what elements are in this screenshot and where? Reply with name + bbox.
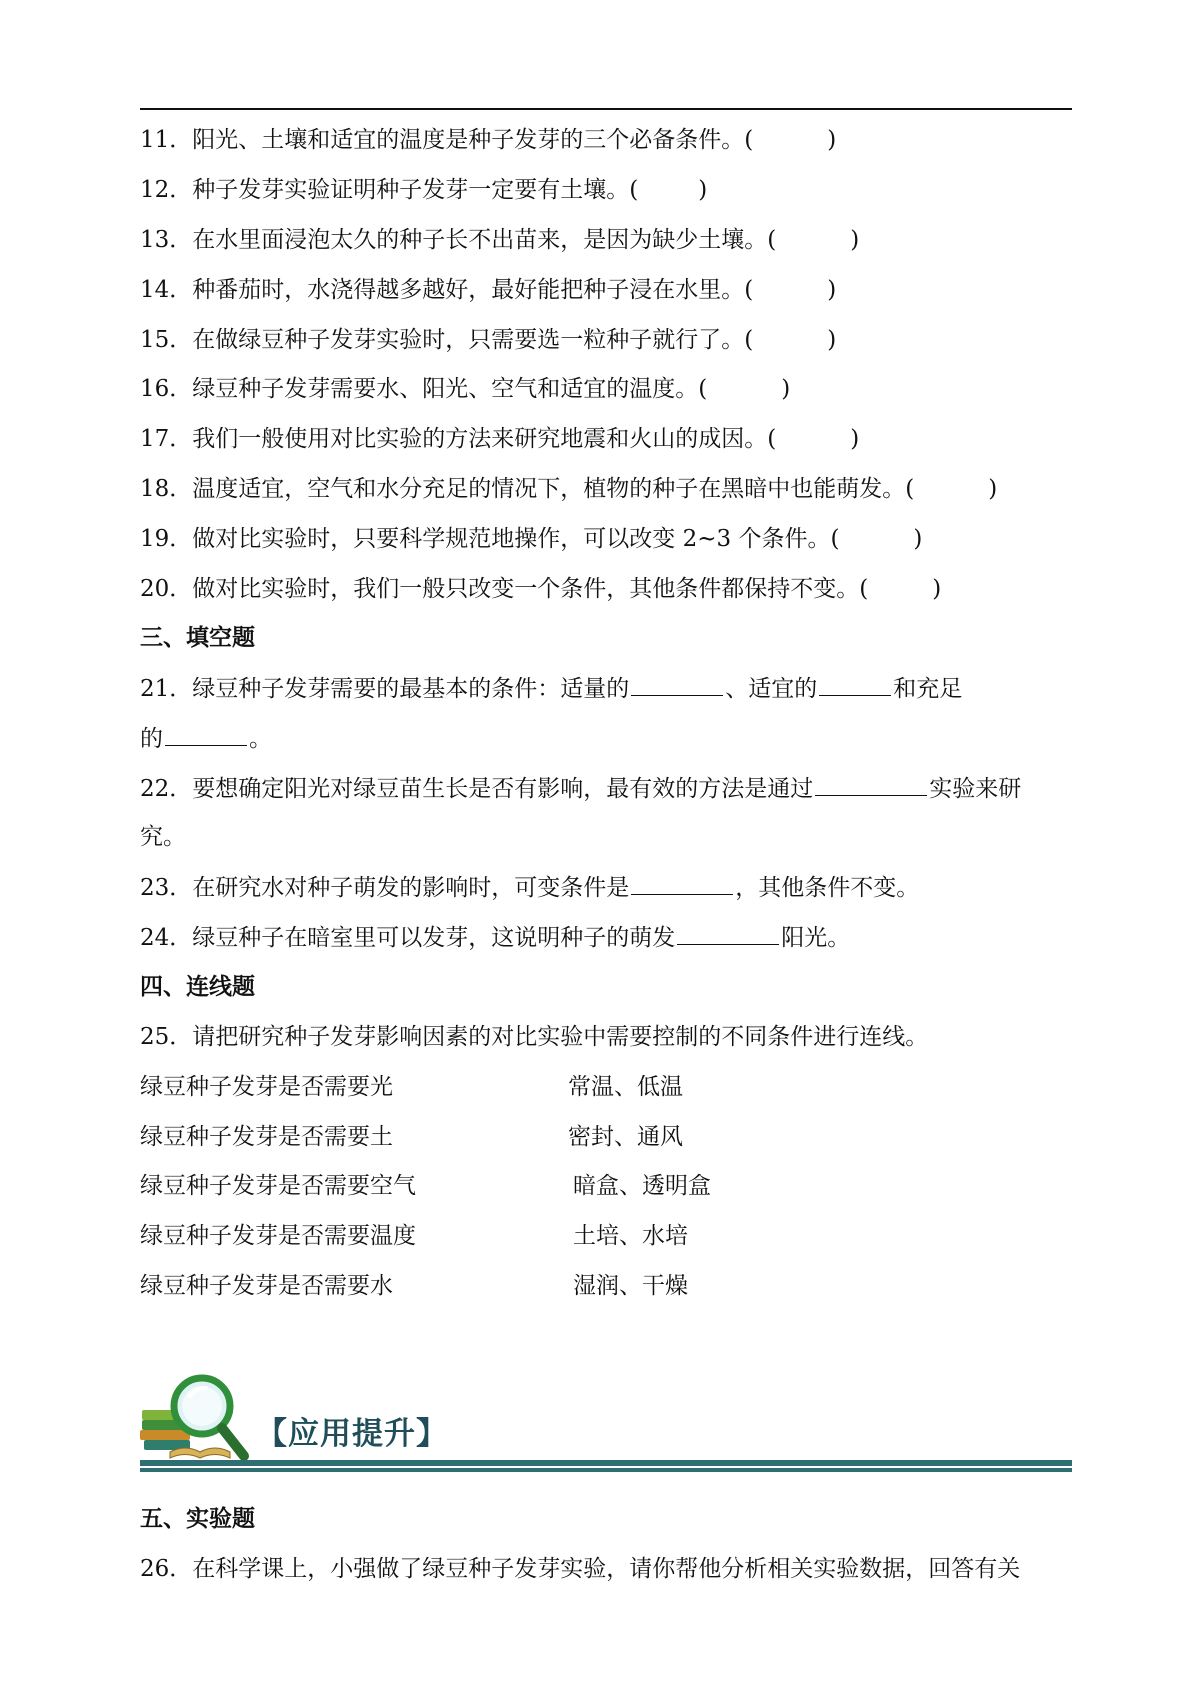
banner-rule [140,1468,1072,1472]
question-11: 11．阳光、土壤和适宜的温度是种子发芽的三个必备条件。( ) [140,127,837,153]
question-22: 22．要想确定阳光对绿豆苗生长是否有影响，最有效的方法是通过 实验来研 [140,773,1021,804]
answer-blank[interactable] [819,673,891,696]
question-16: 16．绿豆种子发芽需要水、阳光、空气和适宜的温度。( ) [140,376,791,402]
answer-blank[interactable] [165,723,247,746]
question-19: 19．做对比实验时，只要科学规范地操作，可以改变 2~3 个条件。( ) [140,526,923,552]
match-left-item[interactable]: 绿豆种子发芽是否需要光 [140,1074,393,1100]
match-right-item[interactable]: 常温、低温 [568,1074,683,1100]
section-banner [140,1372,1072,1472]
banner-title: 【应用提升】 [256,1416,448,1452]
match-right-item[interactable]: 湿润、干燥 [573,1273,688,1299]
question-26: 26．在科学课上，小强做了绿豆种子发芽实验，请你帮他分析相关实验数据，回答有关 [140,1556,1021,1582]
question-23: 23．在研究水对种子萌发的影响时，可变条件是 ，其他条件不变。 [140,872,919,903]
question-14: 14．种番茄时，水浇得越多越好，最好能把种子浸在水里。( ) [140,277,837,303]
answer-blank[interactable] [677,922,779,945]
match-right-item[interactable]: 密封、通风 [568,1124,683,1150]
question-18: 18．温度适宜，空气和水分充足的情况下，植物的种子在黑暗中也能萌发。( ) [140,476,998,502]
answer-blank[interactable] [631,872,733,895]
match-left-item[interactable]: 绿豆种子发芽是否需要温度 [140,1223,416,1249]
question-21: 21．绿豆种子发芽需要的最基本的条件：适量的 、适宜的 和充足 [140,673,962,704]
question-22-cont: 究。 [140,824,186,850]
question-13: 13．在水里面浸泡太久的种子长不出苗来，是因为缺少土壤。( ) [140,227,860,253]
question-17: 17．我们一般使用对比实验的方法来研究地震和火山的成因。( ) [140,426,860,452]
answer-blank[interactable] [815,773,927,796]
match-right-item[interactable]: 暗盒、透明盒 [573,1173,711,1199]
section-heading-matching: 四、连线题 [140,973,255,1000]
match-left-item[interactable]: 绿豆种子发芽是否需要空气 [140,1173,416,1199]
match-right-item[interactable]: 土培、水培 [573,1223,688,1249]
banner-rule [140,1460,1072,1466]
question-24: 24．绿豆种子在暗室里可以发芽，这说明种子的萌发 阳光。 [140,922,850,953]
answer-blank[interactable] [631,673,723,696]
section-heading-experiment: 五、实验题 [140,1505,255,1532]
match-left-item[interactable]: 绿豆种子发芽是否需要土 [140,1124,393,1150]
question-21-cont: 的 。 [140,723,272,754]
question-15: 15．在做绿豆种子发芽实验时，只需要选一粒种子就行了。( ) [140,327,837,353]
question-12: 12．种子发芽实验证明种子发芽一定要有土壤。( ) [140,177,708,203]
header-rule [140,108,1072,110]
section-heading-fill-blank: 三、填空题 [140,624,255,651]
question-20: 20．做对比实验时，我们一般只改变一个条件，其他条件都保持不变。( ) [140,576,942,602]
question-25: 25．请把研究种子发芽影响因素的对比实验中需要控制的不同条件进行连线。 [140,1024,929,1050]
magnifier-books-icon [140,1372,258,1466]
match-left-item[interactable]: 绿豆种子发芽是否需要水 [140,1273,393,1299]
